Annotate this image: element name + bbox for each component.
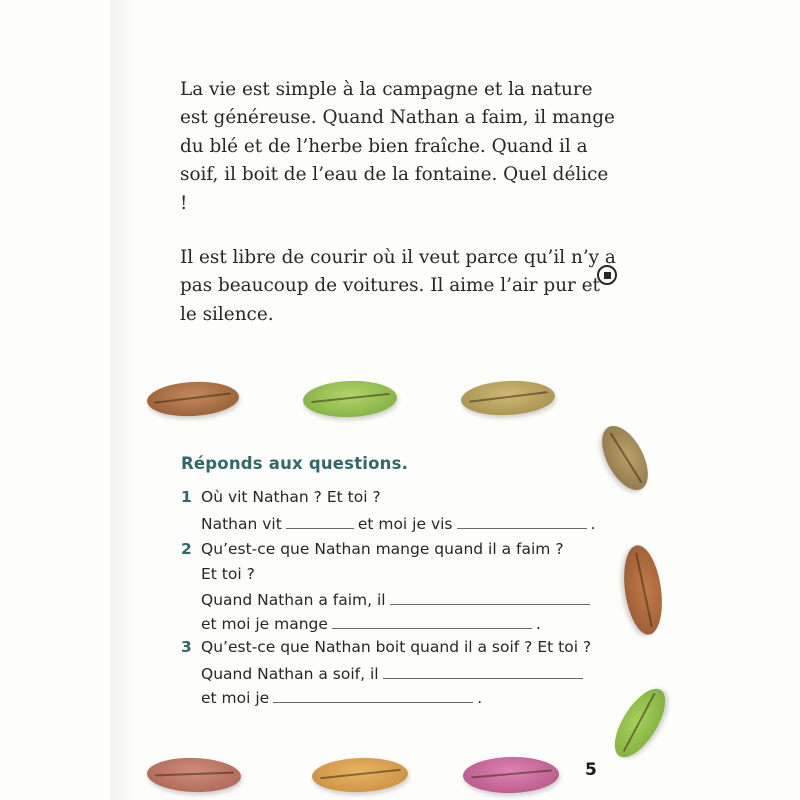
question-number: 2	[181, 540, 192, 558]
answer-line-1	[201, 514, 595, 533]
question-text: Qu’est-ce que Nathan mange quand il a faim ?	[201, 540, 564, 558]
answer-blank[interactable]	[383, 664, 583, 679]
answer-line-3a	[201, 664, 587, 683]
question-text: Qu’est-ce que Nathan boit quand il a soif ? Et toi ?	[201, 638, 592, 656]
answer-blank[interactable]	[457, 514, 587, 529]
leaf-pink-decoration-icon	[463, 756, 560, 794]
page-gutter-shadow	[110, 0, 138, 800]
answer-blank[interactable]	[286, 514, 354, 529]
leaf-rust-decoration-icon	[619, 543, 667, 637]
answer-prompt: Nathan vit	[201, 515, 282, 533]
question-number: 3	[181, 638, 192, 656]
story-text	[180, 76, 620, 329]
leaf-orange-decoration-icon	[311, 756, 408, 793]
sentence-end: .	[477, 689, 483, 707]
story-paragraph-1: La vie est simple à la campagne et la nature est généreuse. Quand Nathan a faim, il mange du blé et de l’herbe bien fraîche. Quand il a soif, il boit de l’eau de la fontaine. Quel délice !	[180, 79, 615, 214]
sentence-end: .	[535, 615, 541, 633]
answer-blank[interactable]	[273, 688, 473, 703]
answer-blank[interactable]	[332, 614, 532, 629]
answer-prompt: et moi je	[201, 689, 270, 707]
leaf-light-green-decoration-icon	[605, 681, 675, 765]
sentence-end: .	[590, 515, 596, 533]
leaf-pink-brown-decoration-icon	[146, 756, 241, 793]
story-paragraph-2: Il est libre de courir où il veut parce qu’il n’y a pas beaucoup de voitures. Il aime l’air pur et le silence.	[180, 247, 616, 325]
leaf-green-decoration-icon	[302, 379, 397, 418]
answer-line-3b	[201, 688, 482, 707]
answer-prompt: Quand Nathan a faim, il	[201, 591, 386, 609]
answer-line-2a	[201, 590, 594, 609]
answer-prompt: et moi je vis	[357, 515, 453, 533]
leaf-olive-decoration-icon	[460, 379, 556, 418]
audio-stop-icon[interactable]	[597, 265, 617, 285]
exercise-title: Réponds aux questions.	[181, 454, 409, 473]
page-number: 5	[585, 760, 597, 780]
question-text: Où vit Nathan ? Et toi ?	[201, 488, 381, 506]
leaf-khaki-decoration-icon	[593, 419, 658, 498]
answer-line-2b	[201, 614, 541, 633]
question-number: 1	[181, 488, 192, 506]
question-2-continued: Et toi ?	[201, 565, 255, 583]
answer-prompt: et moi je mange	[201, 615, 328, 633]
leaf-brown-decoration-icon	[146, 380, 240, 419]
answer-prompt: Quand Nathan a soif, il	[201, 665, 379, 683]
answer-blank[interactable]	[390, 590, 590, 605]
